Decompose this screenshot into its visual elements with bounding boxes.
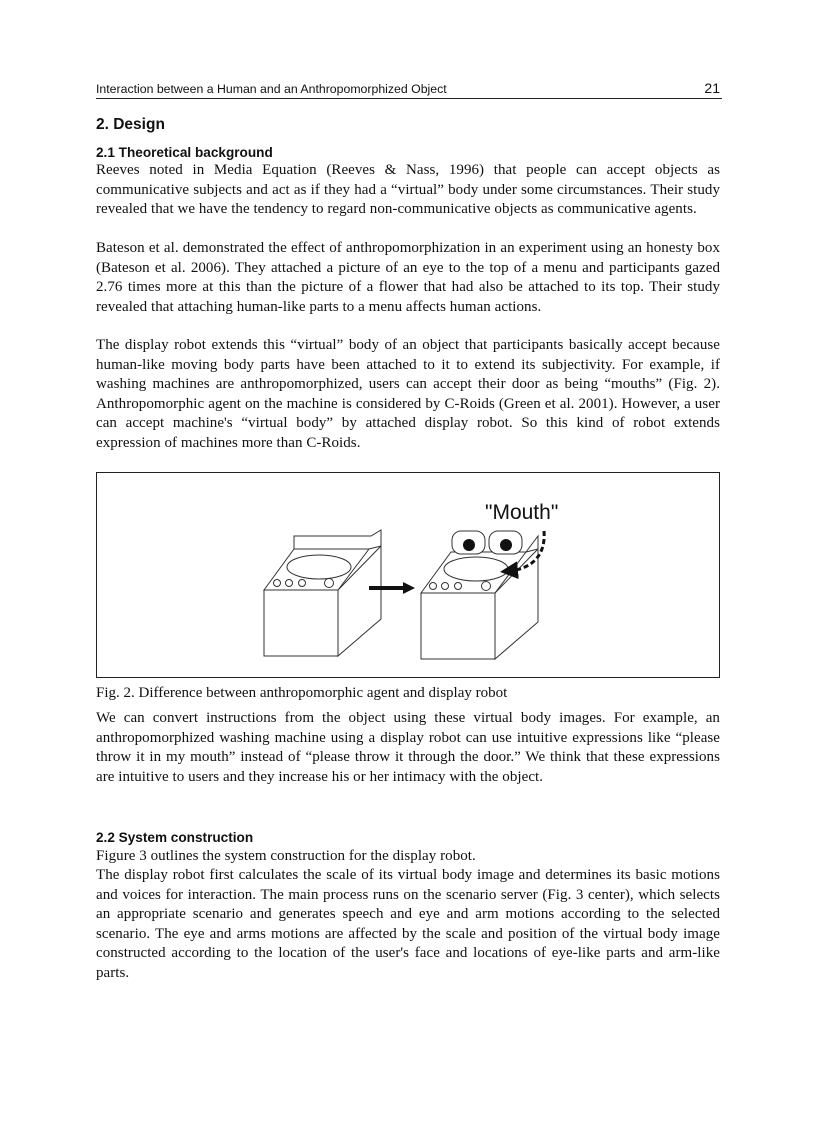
mouth-label: "Mouth": [485, 501, 559, 524]
paragraph: Bateson et al. demonstrated the effect of anthropomorphization in an experiment using an honesty box (Bateson et al. 2006). They attached a picture of an eye to the top of a menu and participants gazed 2.76 times more at this than the picture of a flower that had also be attached to its top. Their study revealed that attaching human-like parts to a menu affects human actions.: [96, 240, 720, 315]
running-header: [96, 80, 722, 99]
eyes-icon: [452, 531, 522, 554]
paragraph: The display robot extends this “virtual” body of an object that participants basically accept because human-like moving body parts have been attached to it to extend its subjectivity. For example, if washing machines are anthropomorphized, users can accept their door as being “mouths” (Fig. 2). Anthropomorphic agent on the machine is considered by C-Roids (Green et al. 2001). However, a user can accept machine's “virtual body” by attached display robot. So this kind of robot extends expression of machines more than C-Roids.: [96, 337, 720, 451]
washing-machine-illustration: [97, 473, 719, 677]
display-robot-washer: [421, 536, 538, 659]
subsection-title-theoretical: 2.1 Theoretical background: [96, 145, 273, 160]
figure-2: [96, 472, 720, 678]
subsection-title-system: 2.2 System construction: [96, 830, 254, 845]
section-title: 2. Design: [96, 116, 165, 133]
paragraph: We can convert instructions from the object using these virtual body images. For example, an anthropomorphized washing machine using a display robot can use intuitive expressions like “please throw it in my mouth” instead of “please throw it through the door.” We think that these expressions are intuitive to users and they increase his or her intimacy with the object.: [96, 710, 720, 785]
plain-washer: [264, 530, 381, 656]
figure-caption: Fig. 2. Difference between anthropomorphic agent and display robot: [96, 685, 508, 701]
paragraph: Reeves noted in Media Equation (Reeves & Nass, 1996) that people can accept objects as communicative subjects and act as if they had a “virtual” body under some circumstances. Their study revealed that we have the tendency to regard non-communicative objects as communicative agents.: [96, 162, 720, 217]
running-title: Interaction between a Human and an Anthropomorphized Object: [96, 82, 447, 96]
paragraph: The display robot first calculates the scale of its virtual body image and determines its basic motions and voices for interaction. The main process runs on the scenario server (Fig. 3 center), which selects an appropriate scenario and generates speech and eye and arm motions according to the selected scenario. The eye and arms motions are affected by the scale and position of the virtual body image constructed according to the location of the user's face and locations of eye-like parts and arm-like parts.: [96, 867, 720, 981]
paragraph: Figure 3 outlines the system construction for the display robot.: [96, 848, 476, 864]
page-number: 21: [704, 80, 720, 96]
